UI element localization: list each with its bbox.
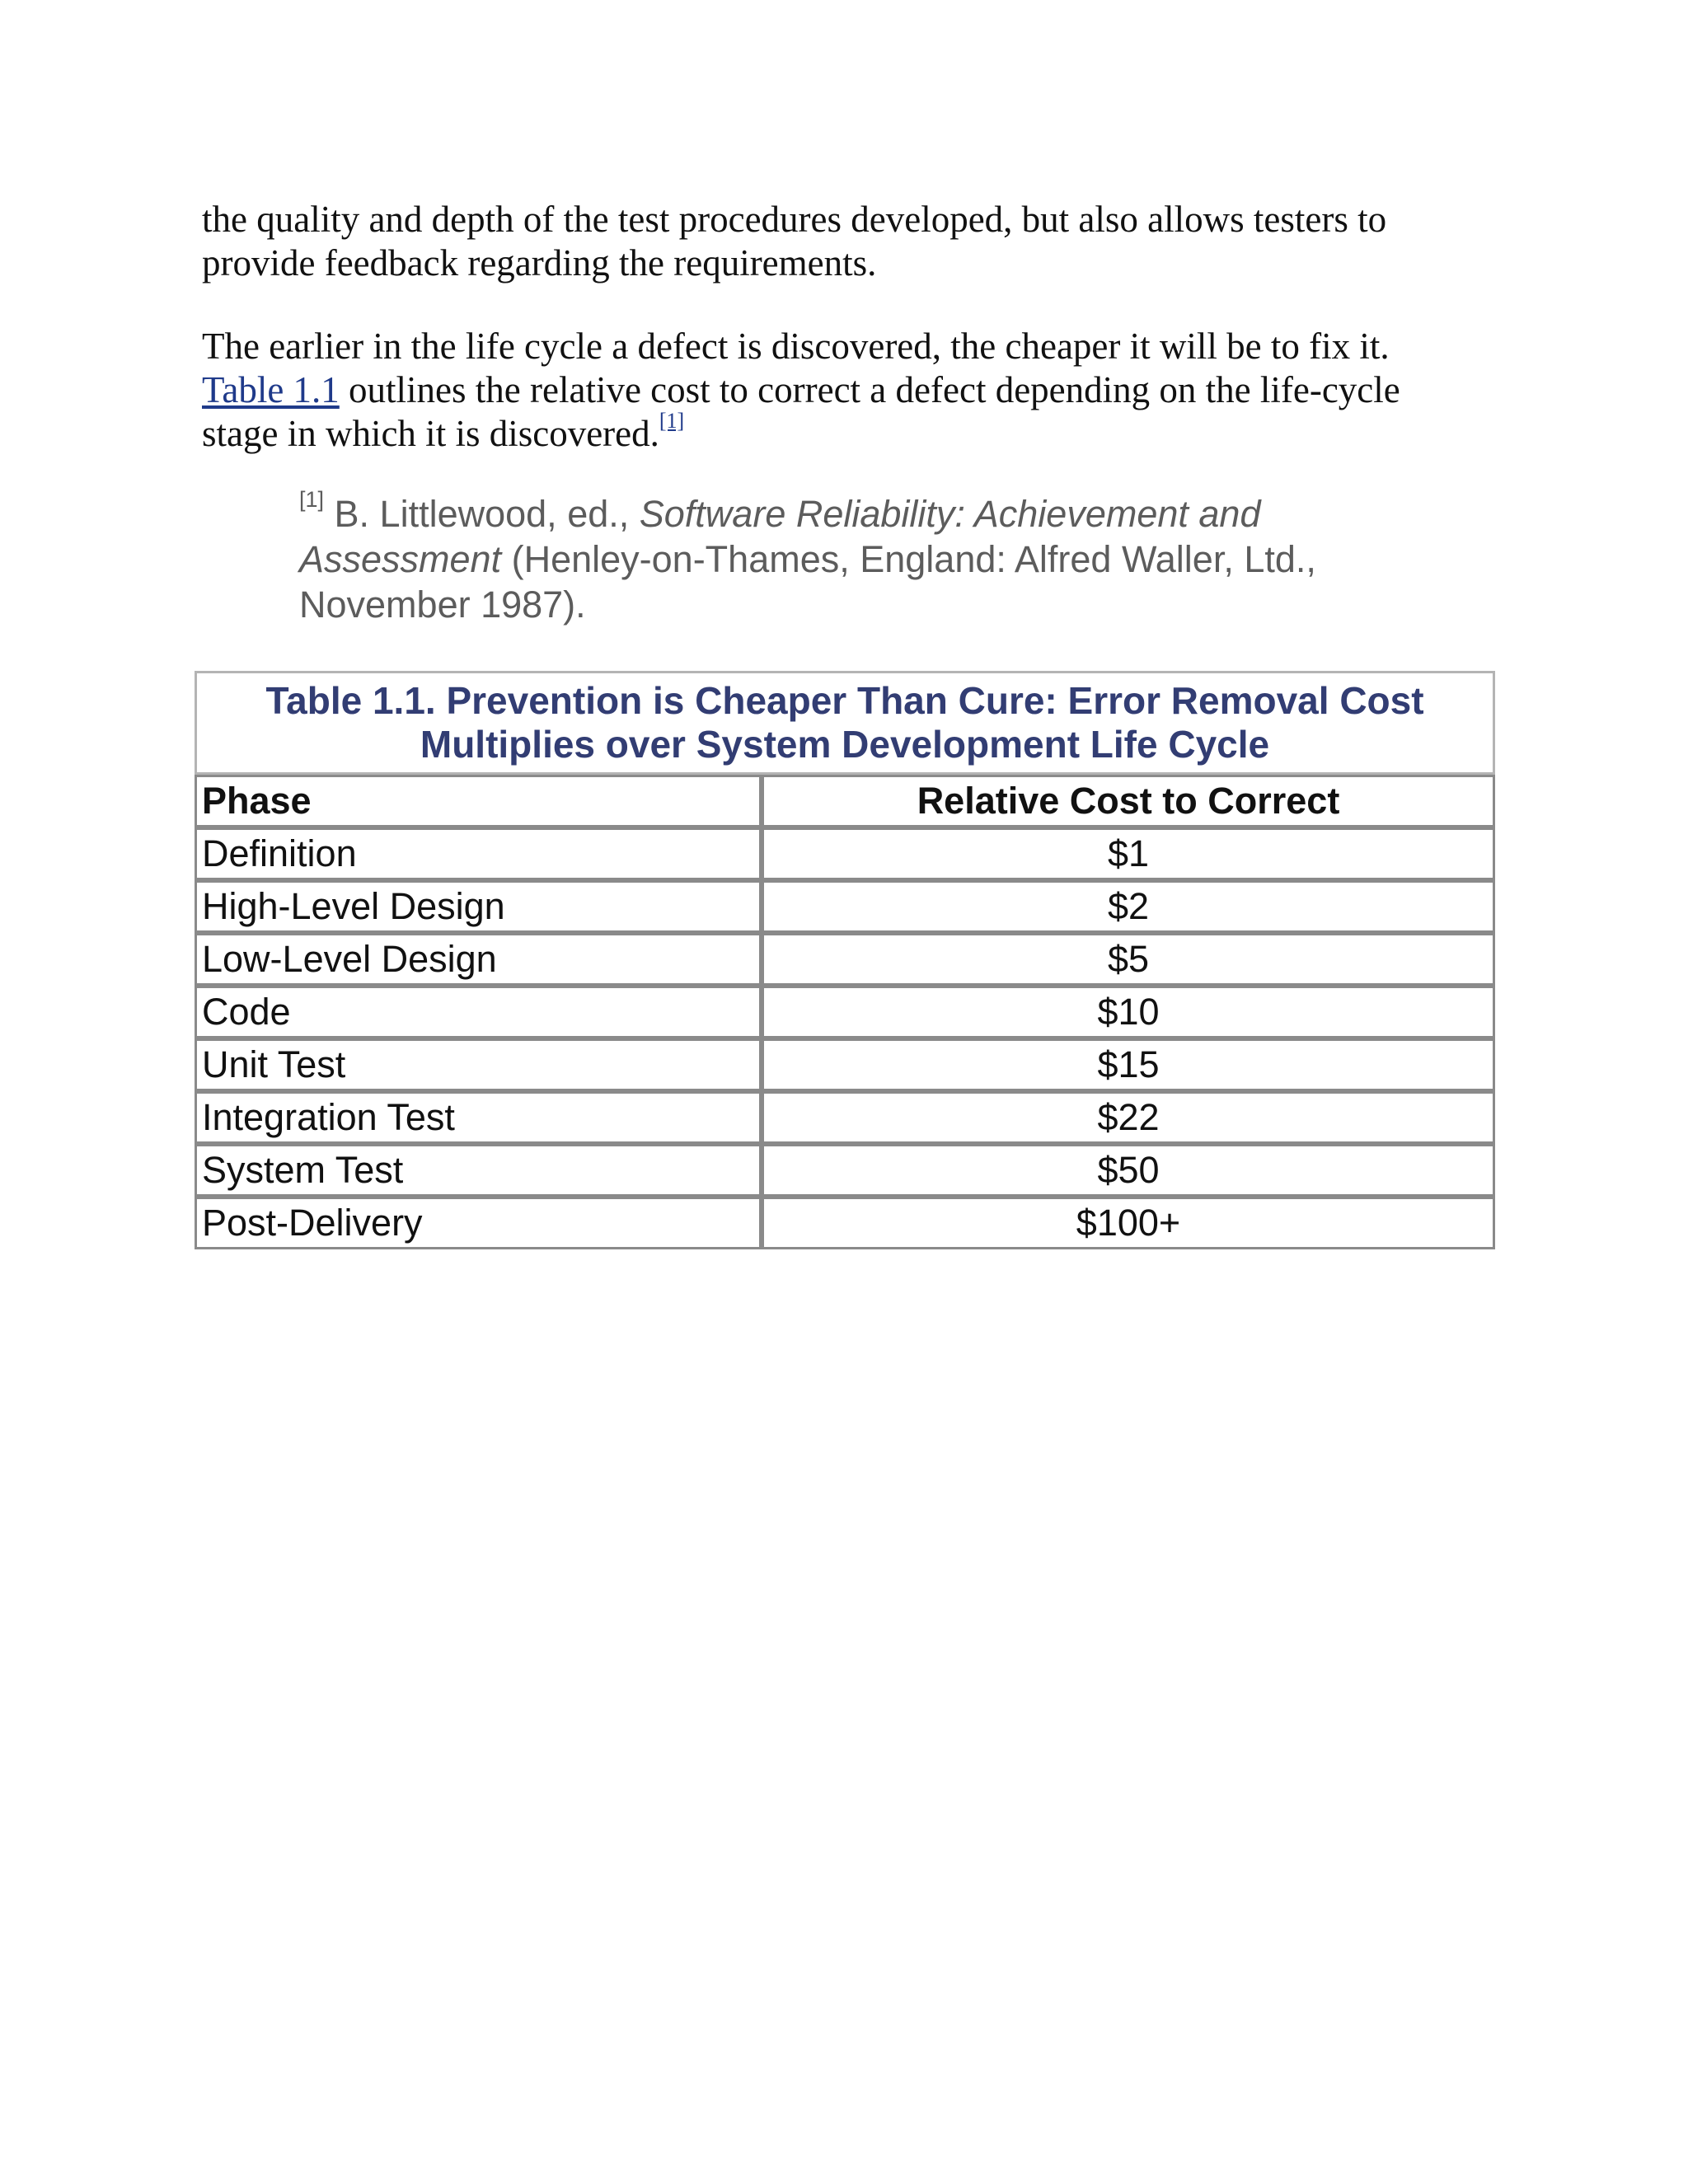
phase-cell: Integration Test: [195, 1091, 762, 1144]
table-row: [195, 1197, 1495, 1249]
table-row: [195, 827, 1495, 880]
cost-cell: $50: [762, 1144, 1495, 1197]
paragraph-text: the quality and depth of the test procedures developed, but also allows testers to provide feedback regarding the requirements.: [202, 199, 1387, 284]
phase-cell: Definition: [195, 827, 762, 880]
phase-cell: Low-Level Design: [195, 933, 762, 986]
phase-cell: High-Level Design: [195, 880, 762, 933]
cost-cell: $10: [762, 986, 1495, 1038]
table-row: [195, 1091, 1495, 1144]
cost-cell: $5: [762, 933, 1495, 986]
table-header-row: [195, 775, 1495, 827]
cost-cell: $22: [762, 1091, 1495, 1144]
footnote-book-title: Software Reliability: Achievement and Assessment: [299, 493, 1261, 580]
cost-cell: $2: [762, 880, 1495, 933]
paragraph-requirements-feedback: [202, 198, 1471, 285]
footnote-reference-link[interactable]: [1]: [659, 409, 685, 433]
table-row: [195, 1038, 1495, 1091]
footnote-text-start: B. Littlewood, ed.,: [324, 493, 640, 535]
footnote-text-end: (Henley-on-Thames, England: Alfred Waller, Ltd., November 1987).: [299, 538, 1316, 626]
paragraph-text-start: The earlier in the life cycle a defect is discovered, the cheaper it will be to fix it.: [202, 326, 1390, 367]
paragraph-defect-cost: [202, 325, 1471, 456]
table-row: [195, 1144, 1495, 1197]
phase-cell: System Test: [195, 1144, 762, 1197]
table-reference-link[interactable]: Table 1.1: [202, 369, 340, 410]
paragraph-text-end: outlines the relative cost to correct a defect depending on the life-cycle stage in which it is discovered.: [202, 369, 1400, 454]
phase-cell: Unit Test: [195, 1038, 762, 1091]
table-caption-row: [195, 671, 1495, 775]
footnote-marker: [1]: [299, 487, 325, 512]
footnote: [299, 487, 1437, 627]
table-row: [195, 933, 1495, 986]
cost-cell: $100+: [762, 1197, 1495, 1249]
cost-cell: $15: [762, 1038, 1495, 1091]
column-header-phase: Phase: [195, 775, 762, 827]
table-caption: Table 1.1. Prevention is Cheaper Than Cure: Error Removal Cost Multiplies over System Development Life Cycle: [195, 671, 1495, 775]
phase-cell: Post-Delivery: [195, 1197, 762, 1249]
relative-cost-table: [195, 671, 1495, 1249]
table-row: [195, 986, 1495, 1038]
phase-cell: Code: [195, 986, 762, 1038]
table-row: [195, 880, 1495, 933]
column-header-cost: Relative Cost to Correct: [762, 775, 1495, 827]
cost-cell: $1: [762, 827, 1495, 880]
